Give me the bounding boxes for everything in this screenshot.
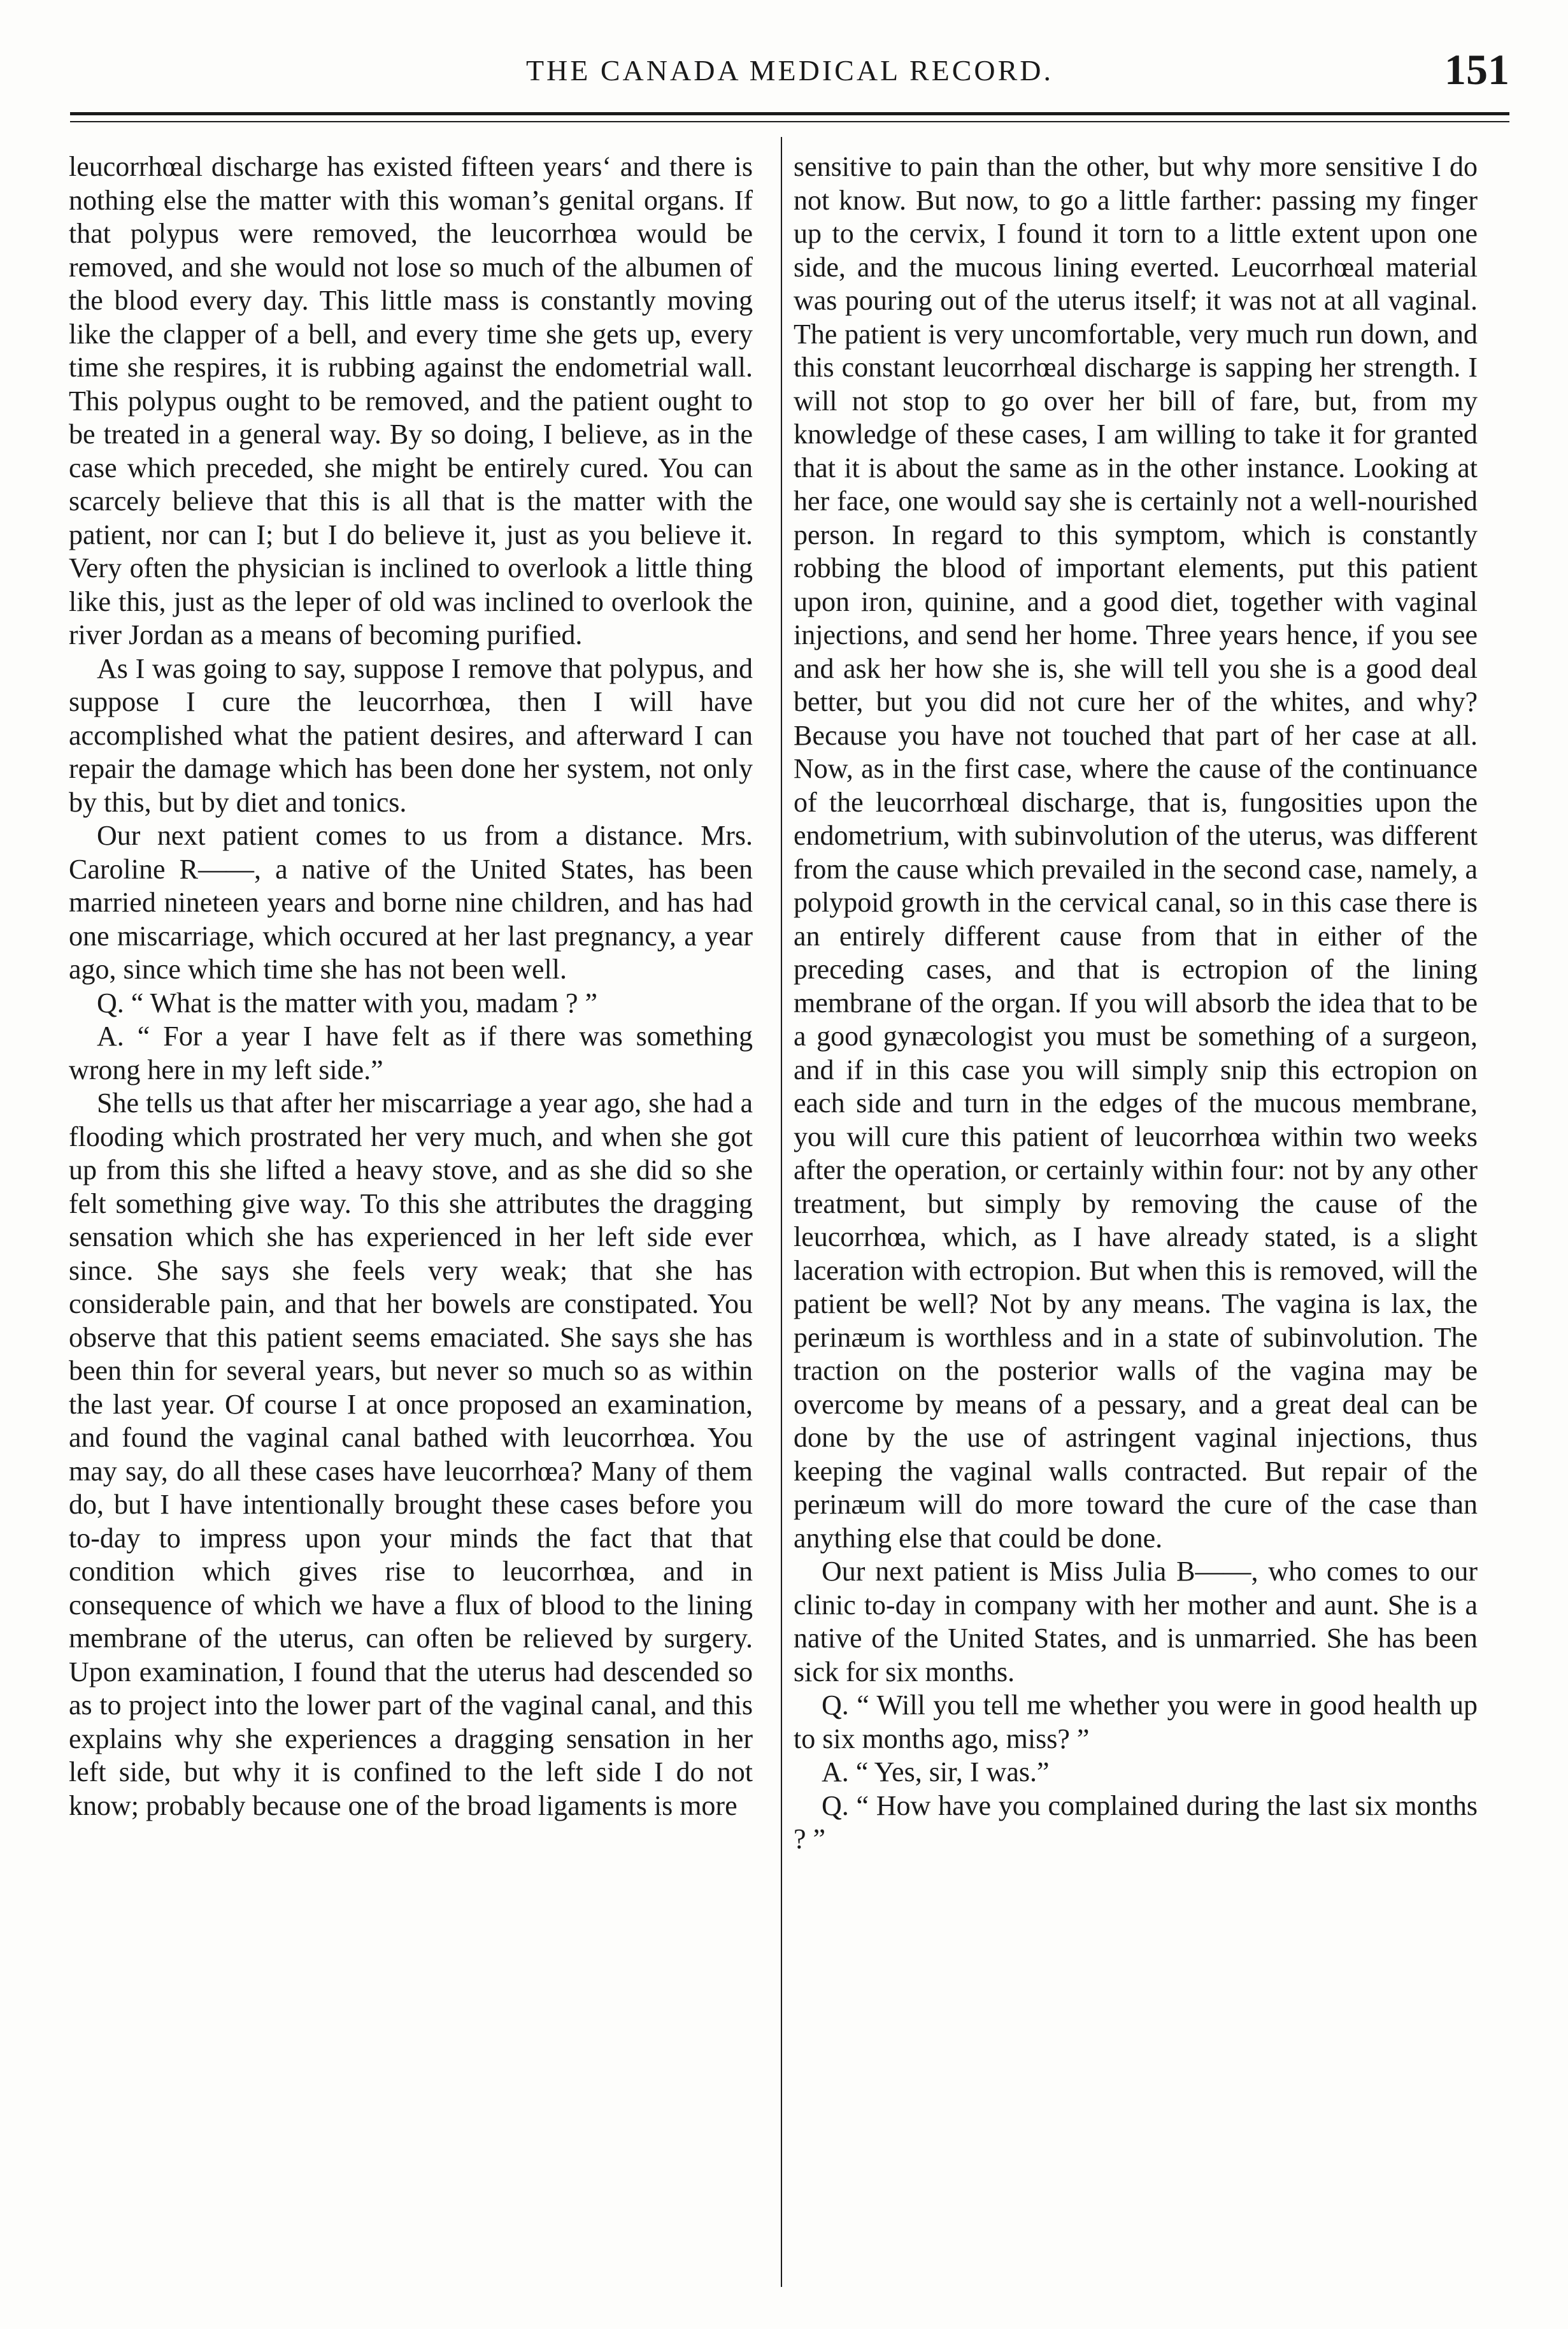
dialogue-question: Q. “ How have you complained during the last six months ? ” <box>794 1789 1478 1854</box>
right-column <box>794 150 1478 1856</box>
left-column <box>69 150 753 1823</box>
running-head <box>70 45 1509 102</box>
dialogue-answer: A. “ Yes, sir, I was.” <box>822 1756 1050 1788</box>
paragraph: Our next patient comes to us from a distance. Mrs. Caroline R——, a native of the United States, has been married nineteen years and borne nine children, and has had one miscarriage, which occured at her last pregnancy, a year ago, since which time she has not been well. <box>69 820 753 985</box>
dialogue-answer: A. “ For a year I have felt as if there was something wrong here in my left side.” <box>69 1021 753 1086</box>
paragraph: leucorrhœal discharge has existed fifteen years‘ and there is nothing else the matter with this woman’s genital organs. If that polypus were removed, the leucorrhœa would be removed, and she would not lose so much of the albumen of the blood every day. This little mass is constantly moving like the clapper of a bell, and every time she gets up, every time she respires, it is rubbing against the endometrial wall. This polypus ought to be removed, and the patient ought to be treated in a general way. By so doing, I believe, as in the case which preceded, she might be entirely cured. You can scarcely believe that this is all that is the matter with the patient, nor can I; but I do believe it, just as you believe it. Very often the physician is inclined to overlook a little thing like this, just as the leper of old was inclined to overlook the river Jordan as a means of becoming purified. <box>69 151 753 650</box>
paragraph: Our next patient is Miss Julia B——, who comes to our clinic to-day in company with her mother and aunt. She is a native of the United States, and is unmarried. She has been sick for six months. <box>794 1556 1478 1688</box>
header-rule-thick <box>70 112 1509 115</box>
header-rule-thin <box>70 121 1509 122</box>
dialogue-question: Q. “ What is the matter with you, madam ? ” <box>97 987 598 1019</box>
page-number: 151 <box>1444 45 1509 94</box>
column-divider <box>781 137 782 2287</box>
paragraph: As I was going to say, suppose I remove that polypus, and suppose I cure the leucorrhœa, then I will have accomplished what the patient desires, and afterward I can repair the damage which has been done her system, not only by this, but by diet and tonics. <box>69 652 753 818</box>
journal-title: THE CANADA MEDICAL RECORD. <box>525 54 1054 87</box>
paragraph: sensitive to pain than the other, but why more sensitive I do not know. But now, to go a little farther: passing my finger up to the cervix, I found it torn to a little extent upon one side, and the mucous lining everted. Leucorrhœal material was pouring out of the uterus itself; it was not at all vaginal. The patient is very uncomfortable, very much run down, and this constant leucorrhœal discharge is sapping her strength. I will not stop to go over her bill of fare, but, from my knowledge of these cases, I am willing to take it for granted that it is about the same as in the other instance. Looking at her face, one would say she is certainly not a well-nourished person. In regard to this symptom, which is constantly robbing the blood of important elements, put this patient upon iron, quinine, and a good diet, together with vaginal injections, and send her home. Three years hence, if you see and ask her how she is, she will tell you she is a good deal better, but you did not cure her of the whites, and why? Because you have not touched that part of her case at all. Now, as in the first case, where the cause of the continuance of the leucorrhœal discharge, that is, fungosities upon the endometrium, with subinvolution of the uterus, was different from the cause which prevailed in the second case, namely, a polypoid growth in the cervical canal, so in this case there is an entirely different cause from that in either of the preceding cases, and that is ectropion of the lining membrane of the organ. If you will absorb the idea that to be a good gynæcologist you must be something of a surgeon, and if in this case you will simply snip this ectropion on each side and turn in the edges of the mucous membrane, you will cure this patient of leucorrhœa within two weeks after the operation, or certainly within four: not by any other treatment, but simply by removing the cause of the leucorrhœa, which, as I have already stated, is a slight laceration with ectropion. But when this is removed, will the patient be well? Not by any means. The vagina is lax, the perinæum is worthless and in a state of subinvolution. The traction on the posterior walls of the vagina may be overcome by means of a pessary, and a great deal can be done by the use of astringent vaginal injections, thus keeping the vaginal walls contracted. But repair of the perinæum will do more toward the cure of the case than anything else that could be done. <box>794 151 1478 1554</box>
paragraph: She tells us that after her miscarriage a year ago, she had a flooding which prostrated her very much, and when she got up from this she lifted a heavy stove, and as she did so she felt something give way. To this she attributes the dragging sensation which she has experienced in her left side ever since. She says she feels very weak; that she has considerable pain, and that her bowels are constipated. You observe that this patient seems emaciated. She says she has been thin for several years, but never so much so as within the last year. Of course I at once proposed an examination, and found the vaginal canal bathed with leucorrhœa. You may say, do all these cases have leucorrhœa? Many of them do, but I have intentionally brought these cases before you to-day to impress upon your minds the fact that that condition which gives rise to leucorrhœa, and in consequence of which we have a flux of blood to the lining membrane of the uterus, can often be relieved by surgery. Upon examination, I found that the uterus had descended so as to project into the lower part of the vaginal canal, and this explains why she experiences a dragging sensation in her left side, but why it is confined to the left side I do not know; probably because one of the broad ligaments is more <box>69 1087 753 1821</box>
dialogue-question: Q. “ Will you tell me whether you were in good health up to six months ago, miss? ” <box>794 1689 1478 1754</box>
